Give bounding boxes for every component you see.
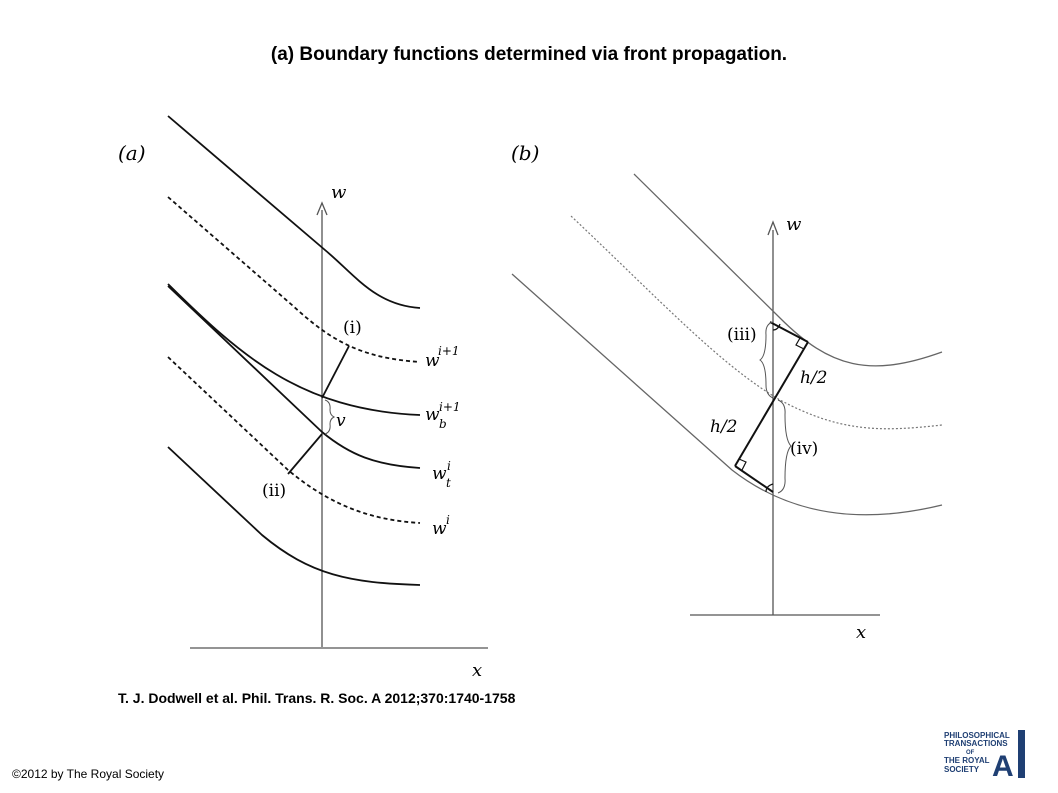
royal-society-logo [944,730,1030,778]
panel-b-x-axis-label: x [856,622,867,643]
panel-b-lower-curve [512,274,942,515]
citation: T. J. Dodwell et al. Phil. Trans. R. Soc. A 2012;370:1740-1758 [118,690,516,706]
svg-text:i+1: i+1 [439,400,461,414]
panel-b-label: (b) [511,141,540,165]
svg-text:i: i [446,513,450,527]
panel-a-v-brace [325,400,334,434]
panel-a-w-i-dotted-curve [168,357,420,523]
svg-text:i+1: i+1 [438,344,460,358]
panel-b-upper-curve [634,174,942,366]
panel-b-label-h2-lower: h/2 [710,417,738,437]
svg-text:w: w [425,351,440,371]
slide-title: (a) Boundary functions determined via front propagation. [270,44,788,65]
panel-b-label-h2-upper: h/2 [800,368,828,388]
svg-text:w: w [432,519,447,539]
svg-text:OF: OF [966,750,975,756]
svg-text:b: b [439,417,447,431]
panel-a-curve-label-w-i [432,513,450,539]
panel-a-label-ii: (ii) [262,481,287,501]
panel-b-brace-iii [760,322,773,398]
panel-a-upper-solid-curve [168,116,420,308]
panel-a-curve-label-wb-i1 [425,400,461,431]
svg-text:i: i [447,459,451,473]
panel-b-label-iii: (iii) [727,325,757,345]
panel-a-normal-i [322,346,349,398]
svg-text:t: t [446,476,451,490]
svg-text:TRANSACTIONS: TRANSACTIONS [944,739,1008,748]
svg-text:w: w [432,464,447,484]
panel-a [118,116,488,681]
panel-a-wt-i-curve [168,286,420,468]
svg-text:PHILOSOPHICAL: PHILOSOPHICAL [944,731,1010,740]
copyright: ©2012 by The Royal Society [12,767,165,781]
panel-b-w-axis-label: w [786,214,802,235]
panel-a-label-i: (i) [343,318,362,338]
panel-b-middle-dotted-curve [571,216,942,429]
panel-a-w-i1-dotted-curve [168,197,420,362]
panel-a-label: (a) [118,141,146,165]
panel-a-wb-i1-curve [168,284,420,415]
svg-text:w: w [425,405,440,425]
panel-a-curve-label-w-i1 [425,344,460,371]
svg-text:SOCIETY: SOCIETY [944,765,980,774]
panel-a-w-axis-label: w [331,182,347,203]
panel-a-curve-label-wt-i [432,459,451,490]
panel-b-upper-tangent [770,322,808,342]
panel-a-normal-ii [288,434,322,474]
panel-a-x-axis-label: x [472,660,483,681]
panel-b-label-iv: (iv) [790,439,819,459]
svg-text:THE ROYAL: THE ROYAL [944,756,990,765]
panel-a-label-v: v [336,411,346,431]
panel-b [511,141,942,643]
svg-text:A: A [992,750,1014,778]
